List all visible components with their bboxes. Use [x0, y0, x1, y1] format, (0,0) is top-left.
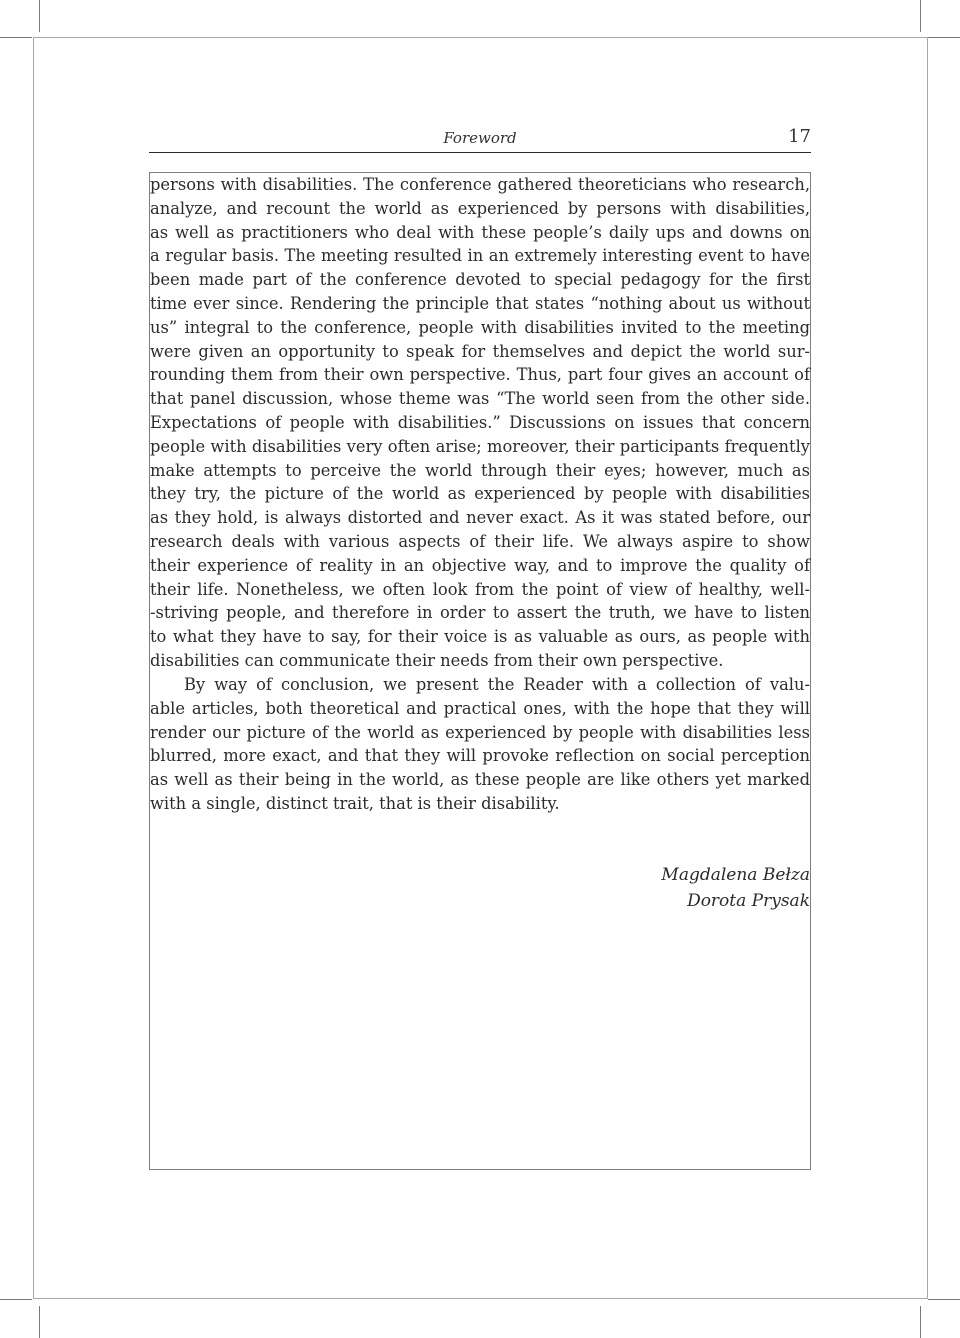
crop-mark	[920, 0, 921, 32]
text-line: their life. Nonetheless, we often look from the point of view of healthy, well-	[150, 579, 810, 599]
crop-mark	[39, 0, 40, 32]
text-line: disabilities can communicate their needs from their own perspective.	[150, 651, 724, 670]
text-line: persons with disabilities. The conference gathered theoreticians who research,	[150, 175, 810, 194]
running-title: Foreword	[443, 129, 517, 147]
text-line: By way of conclusion, we present the Reader with a collection of valu-	[184, 675, 810, 694]
text-line: people with disabilities very often arise; moreover, their participants frequently	[150, 436, 810, 456]
text-line: as well as their being in the world, as these people are like others yet marked	[150, 770, 810, 790]
text-line: their experience of reality in an objective way, and to improve the quality of	[150, 555, 810, 575]
crop-mark	[0, 37, 32, 38]
crop-mark	[928, 37, 960, 38]
signature-name: Dorota Prysak	[687, 891, 810, 911]
running-header	[149, 124, 811, 153]
text-line: as well as practitioners who deal with these people’s daily ups and downs on	[150, 222, 810, 242]
text-line: us” integral to the conference, people with disabilities invited to the meeting	[150, 317, 810, 337]
text-line: been made part of the conference devoted to special pedagogy for the first	[150, 270, 810, 290]
text-line: analyze, and recount the world as experienced by persons with disabilities,	[150, 198, 810, 218]
text-line: they try, the picture of the world as experienced by people with disabilities	[150, 484, 810, 504]
text-line: to what they have to say, for their voice is as valuable as ours, as people with	[150, 627, 810, 647]
text-line: time ever since. Rendering the principle that states “nothing about us without	[150, 294, 810, 313]
crop-mark	[928, 1299, 960, 1300]
text-line: Expectations of people with disabilities.” Discussions on issues that concern	[150, 413, 810, 432]
text-line: that panel discussion, whose theme was “The world seen from the other side.	[150, 389, 810, 409]
crop-mark	[0, 1299, 32, 1300]
text-line: make attempts to perceive the world through their eyes; however, much as	[150, 460, 810, 480]
text-line: render our picture of the world as experienced by people with disabilities less	[150, 722, 810, 742]
signature-name: Magdalena Bełza	[661, 865, 810, 885]
crop-mark	[39, 1306, 40, 1338]
text-line: a regular basis. The meeting resulted in an extremely interesting event to have	[150, 246, 810, 266]
text-line: rounding them from their own perspective. Thus, part four gives an account of	[150, 365, 810, 385]
crop-mark	[920, 1306, 921, 1338]
text-line: research deals with various aspects of their life. We always aspire to show	[150, 532, 810, 551]
text-block	[149, 172, 811, 1170]
text-line: with a single, distinct trait, that is their disability.	[150, 794, 560, 813]
text-line: able articles, both theoretical and practical ones, with the hope that they will	[150, 698, 810, 718]
text-line: blurred, more exact, and that they will provoke reflection on social perception	[150, 746, 810, 766]
text-line: as they hold, is always distorted and never exact. As it was stated before, our	[150, 508, 810, 528]
text-line: -striving people, and therefore in order to assert the truth, we have to listen	[150, 603, 810, 623]
page-number: 17	[788, 126, 811, 147]
text-line: were given an opportunity to speak for themselves and depict the world sur-	[150, 341, 810, 361]
